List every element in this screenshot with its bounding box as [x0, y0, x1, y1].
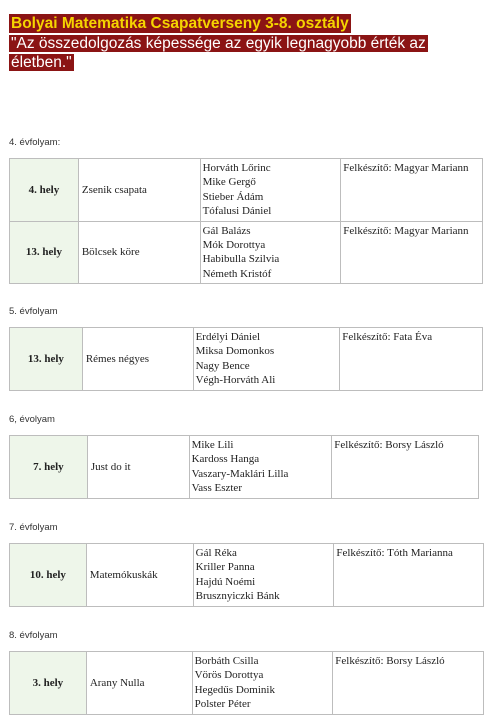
team-name-cell: Bölcsek köre — [78, 221, 200, 284]
member-name: Vörös Dorottya — [194, 669, 264, 682]
section-label-grade-7: 7. évfolyam — [9, 522, 58, 533]
place-cell: 13. hely — [10, 221, 79, 284]
member-name: Tófalusi Dániel — [202, 205, 272, 218]
document-header — [9, 14, 479, 72]
member-name: Mike Gergő — [202, 176, 256, 189]
member-name: Vaszary-Maklári Lilla — [191, 467, 289, 480]
members-cell — [192, 652, 333, 715]
table-row — [10, 436, 479, 499]
results-table-grade-6 — [9, 435, 479, 499]
members-cell — [193, 544, 334, 607]
member-name: Polster Péter — [194, 698, 251, 711]
member-name: Brusznyiczki Bánk — [195, 590, 280, 603]
table-row — [10, 544, 484, 607]
place-cell: 7. hely — [10, 436, 88, 499]
section-label-grade-8: 8. évfolyam — [9, 630, 58, 641]
member-name: Nagy Bence — [195, 359, 250, 372]
coach-cell: Felkészítő: Magyar Mariann — [341, 221, 483, 284]
coach-cell: Felkészítő: Fata Éva — [340, 328, 483, 391]
member-name: Mók Dorottya — [202, 239, 266, 252]
motto-quote: "Az összedolgozás képessége az egyik legnagyobb érték az életben." — [11, 35, 426, 71]
team-name-cell: Arany Nulla — [86, 652, 192, 715]
results-table-grade-8 — [9, 651, 484, 715]
members-cell — [193, 328, 340, 391]
members-cell — [189, 436, 332, 499]
team-name-cell: Rémes négyes — [82, 328, 193, 391]
team-name-cell: Matemókuskák — [86, 544, 193, 607]
members-cell — [200, 221, 341, 284]
place-cell: 4. hely — [10, 159, 79, 222]
section-label-grade-6: 6, évolyam — [9, 414, 55, 425]
team-name-cell: Just do it — [87, 436, 189, 499]
member-name: Vass Eszter — [191, 482, 242, 495]
members-cell — [200, 159, 341, 222]
table-row — [10, 221, 483, 284]
member-name: Stieber Ádám — [202, 190, 264, 203]
coach-cell: Felkészítő: Magyar Mariann — [341, 159, 483, 222]
member-name: Kriller Panna — [195, 561, 255, 574]
coach-cell: Felkészítő: Tóth Marianna — [334, 544, 484, 607]
member-name: Hegedűs Dominik — [194, 683, 275, 696]
member-name: Hajdú Noémi — [195, 575, 256, 588]
place-cell: 13. hely — [10, 328, 83, 391]
table-row — [10, 652, 484, 715]
section-label-grade-5: 5. évfolyam — [9, 306, 58, 317]
place-cell: 10. hely — [10, 544, 87, 607]
results-table-grade-7 — [9, 543, 484, 607]
coach-cell: Felkészítő: Borsy László — [332, 436, 479, 499]
section-label-grade-4: 4. évfolyam: — [9, 137, 61, 148]
member-name: Végh-Horváth Ali — [195, 374, 276, 387]
member-name: Gál Balázs — [202, 224, 251, 237]
results-table-grade-4 — [9, 158, 483, 284]
coach-cell: Felkészítő: Borsy László — [333, 652, 484, 715]
member-name: Borbáth Csilla — [194, 655, 259, 667]
page-title: Bolyai Matematika Csapatverseny 3-8. osztály — [11, 15, 349, 32]
team-name-cell: Zsenik csapata — [78, 159, 200, 222]
member-name: Mike Lili — [191, 439, 234, 451]
member-name: Habibulla Szilvia — [202, 253, 280, 266]
results-table-grade-5 — [9, 327, 483, 391]
member-name: Gál Réka — [195, 547, 237, 559]
member-name: Miksa Domonkos — [195, 345, 275, 358]
table-row — [10, 328, 483, 391]
member-name: Kardoss Hanga — [191, 453, 260, 466]
place-cell: 3. hely — [10, 652, 87, 715]
member-name: Németh Kristóf — [202, 267, 272, 280]
table-row — [10, 159, 483, 222]
member-name: Erdélyi Dániel — [195, 331, 261, 343]
member-name: Horváth Lőrinc — [202, 162, 271, 174]
